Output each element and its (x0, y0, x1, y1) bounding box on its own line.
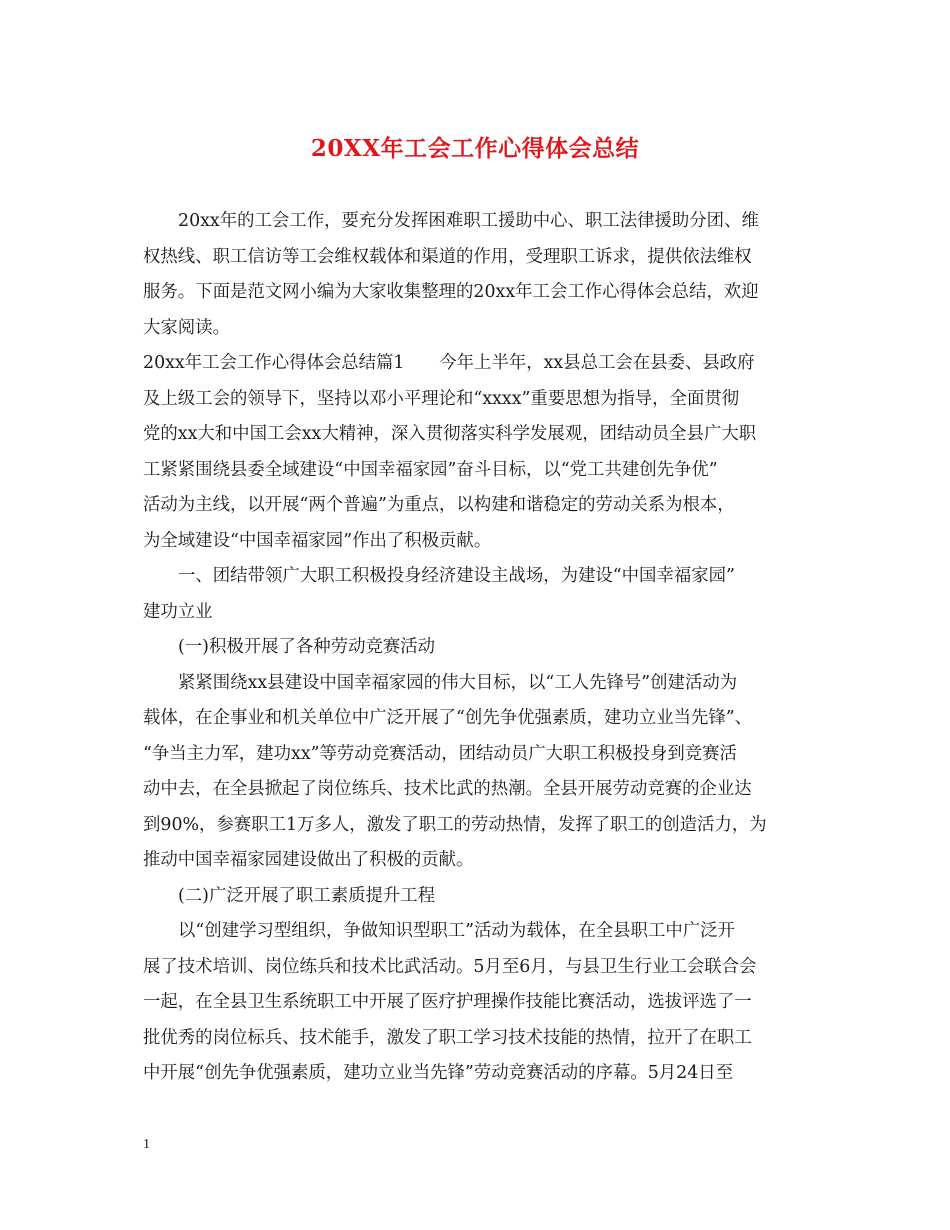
text-line: 工紧紧围绕县委全域建设“中国幸福家园”奋斗目标，以“党工共建创先争优” (143, 459, 718, 480)
text-line: 权热线、职工信访等工会维权载体和渠道的作用，受理职工诉求，提供依法维权 (143, 246, 752, 267)
text-line: 中开展“创先争优强素质，建功立业当先锋”劳动竞赛活动的序幕。5月24日至 (143, 1063, 734, 1083)
text-line: 为全域建设“中国幸福家园”作出了积极贡献。 (143, 530, 492, 551)
text-line: 20xx年工会工作心得体会总结篇1 今年上半年，xx县总工会在县委、县政府 (143, 353, 755, 373)
text-line: 及上级工会的领导下，坚持以邓小平理论和“xxxx”重要思想为指导，全面贯彻 (143, 388, 740, 409)
text-line: 服务。下面是范文网小编为大家收集整理的20xx年工会工作心得体会总结，欢迎 (143, 282, 759, 302)
text-line: 大家阅读。 (143, 317, 230, 338)
document-title: 20XX年工会工作心得体会总结 (310, 135, 640, 162)
text-line: 20xx年的工会工作，要充分发挥困难职工援助中心、职工法律援助分团、维 (178, 211, 759, 231)
text-line: 以“创建学习型组织，争做知识型职工”活动为载体，在全县职工中广泛开 (178, 921, 735, 941)
text-line: 动中去，在全县掀起了岗位练兵、技术比武的热潮。全县开展劳动竞赛的企业达 (143, 779, 752, 799)
subsection-heading: (一)积极开展了各种劳动竞赛活动 (178, 637, 436, 657)
section-heading: 建功立业 (143, 601, 213, 622)
text-line: “争当主力军，建功xx”等劳动竞赛活动，团结动员广大职工积极投身到竞赛活 (143, 743, 737, 764)
text-line: 载体，在企事业和机关单位中广泛开展了“创先争优强素质，建功立业当先锋”、 (143, 708, 753, 728)
text-line: 到90%，参赛职工1万多人，激发了职工的劳动热情，发挥了职工的创造活力，为 (143, 814, 767, 835)
text-line: 批优秀的岗位标兵、技术能手，激发了职工学习技术技能的热情，拉开了在职工 (143, 1027, 752, 1048)
section-heading: 一、团结带领广大职工积极投身经济建设主战场，为建设“中国幸福家园” (178, 566, 735, 586)
text-line: 展了技术培训、岗位练兵和技术比武活动。5月至6月，与县卫生行业工会联合会 (143, 956, 757, 977)
text-line: 推动中国幸福家园建设做出了积极的贡献。 (143, 850, 474, 870)
text-line: 党的xx大和中国工会xx大精神，深入贯彻落实科学发展观，团结动员全县广大职 (143, 424, 757, 444)
page-number: 1 (143, 1137, 150, 1152)
text-line: 活动为主线，以开展“两个普遍”为重点，以构建和谐稳定的劳动关系为根本， (143, 495, 735, 515)
document-body (143, 204, 813, 1092)
text-line: 一起，在全县卫生系统职工中开展了医疗护理操作技能比赛活动，选拔评选了一 (143, 992, 752, 1012)
text-line: 紧紧围绕xx县建设中国幸福家园的伟大目标，以“工人先锋号”创建活动为 (178, 672, 738, 693)
subsection-heading: (二)广泛开展了职工素质提升工程 (178, 885, 436, 906)
